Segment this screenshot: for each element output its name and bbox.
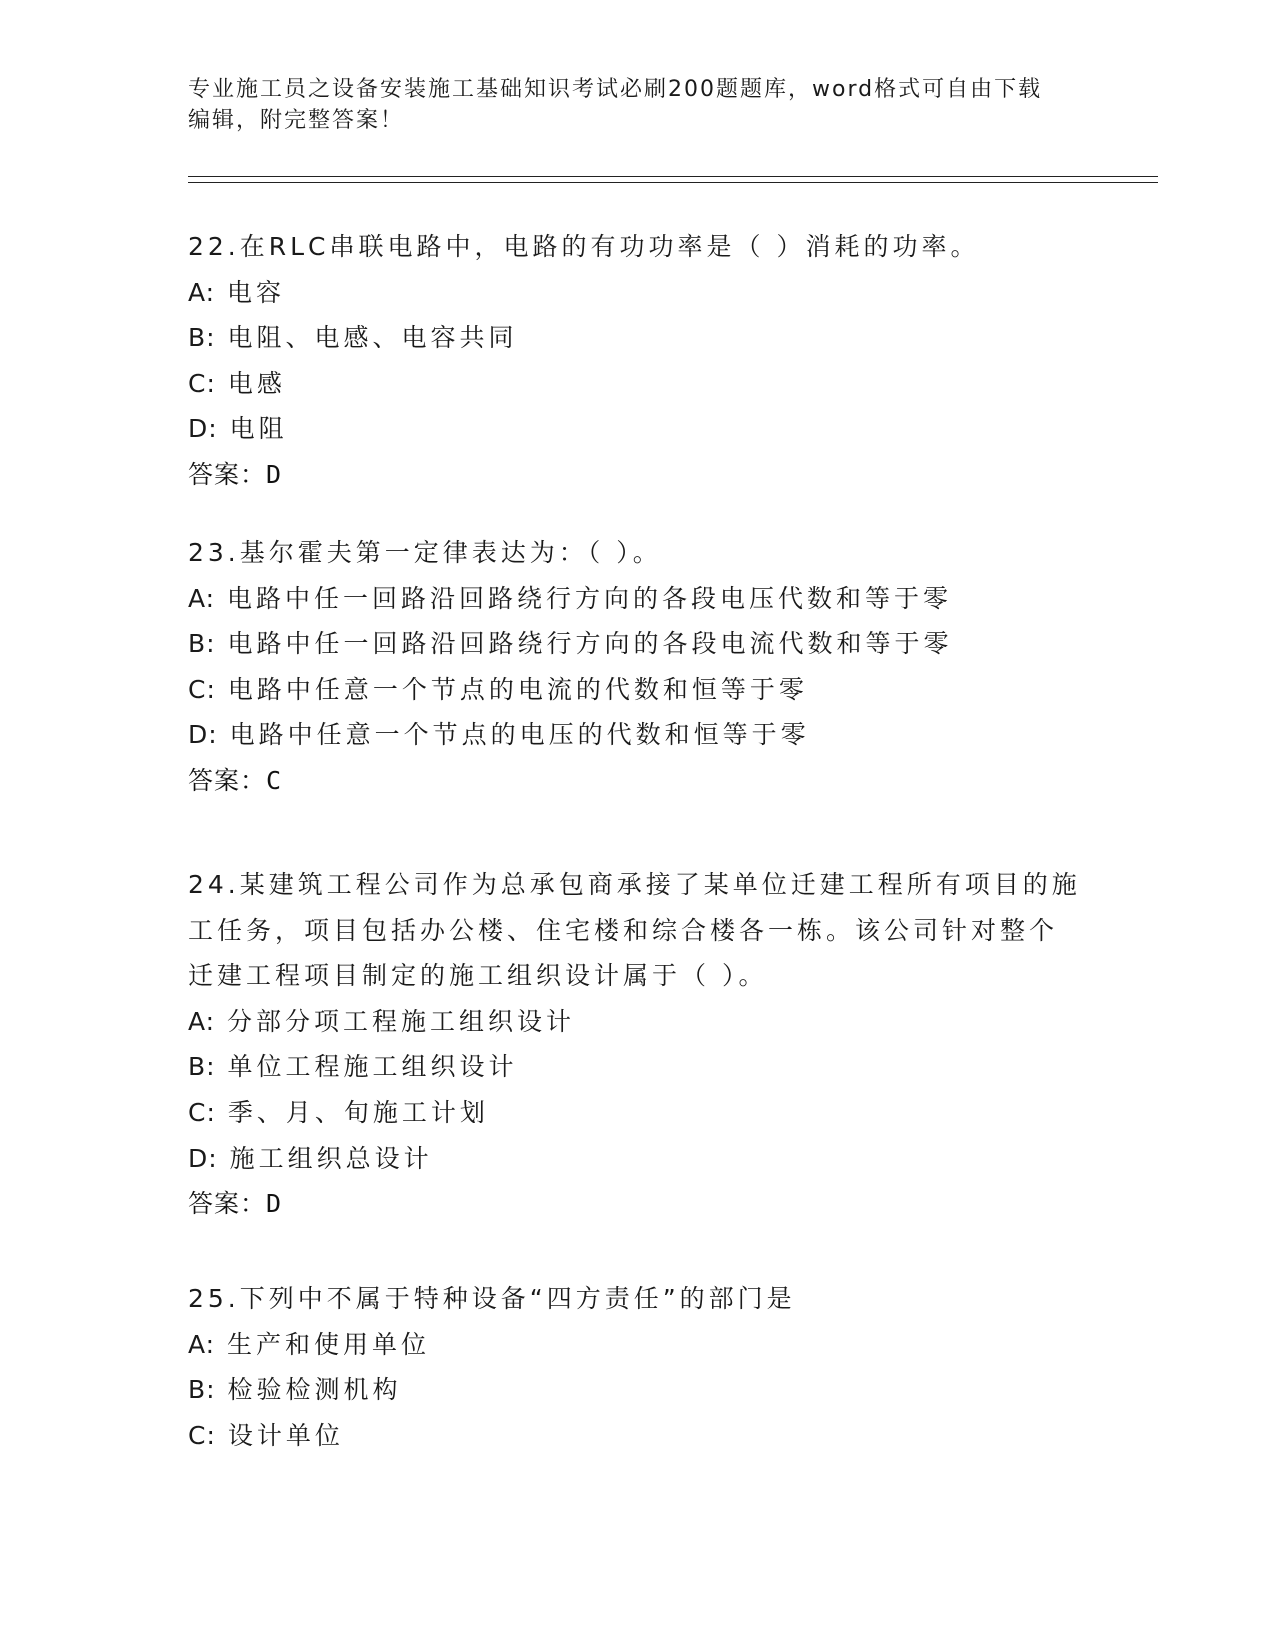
- option-label: A:: [188, 1006, 216, 1036]
- option-text: 施工组织总设计: [229, 1143, 433, 1173]
- question-stem: 22.在RLC串联电路中，电路的有功功率是（ ）消耗的功率。: [188, 232, 980, 261]
- option-text: 设计单位: [227, 1420, 344, 1450]
- option-text: 电路中任意一个节点的电压的代数和恒等于零: [229, 720, 810, 750]
- answer-value: C: [266, 765, 283, 795]
- question-stem: 23.基尔霍夫第一定律表达为：（ ）。: [188, 538, 662, 567]
- option-text: 电容: [227, 277, 286, 307]
- question-24: [188, 862, 1088, 1227]
- option-label: B:: [188, 323, 216, 353]
- option-c: [188, 667, 1088, 713]
- option-label: C:: [188, 674, 216, 704]
- option-text: 单位工程施工组织设计: [227, 1052, 518, 1082]
- answer-line: [188, 758, 1088, 804]
- header-title-line-2: 编辑，附完整答案！: [188, 108, 405, 133]
- option-text: 电路中任意一个节点的电流的代数和恒等于零: [227, 674, 808, 704]
- option-text: 电阻、电感、电容共同: [227, 323, 518, 353]
- option-label: B:: [188, 1052, 216, 1082]
- option-text: 分部分项工程施工组织设计: [227, 1006, 576, 1036]
- option-label: D:: [188, 414, 218, 444]
- option-label: A:: [188, 583, 216, 613]
- question-stem-line-3: 迁建工程项目制定的施工组织设计属于（ ）。: [188, 961, 768, 991]
- option-b: [188, 315, 1088, 361]
- answer-label: 答案：: [188, 1189, 267, 1219]
- answer-label: 答案：: [188, 459, 267, 489]
- option-text: 生产和使用单位: [227, 1329, 431, 1359]
- header-divider-bottom: [188, 182, 1158, 183]
- answer-value: D: [266, 1189, 283, 1219]
- option-a: [188, 1322, 1088, 1368]
- option-c: [188, 1413, 1088, 1459]
- question-23: [188, 530, 1088, 804]
- question-22: [188, 224, 1088, 498]
- answer-line: [188, 1181, 1088, 1227]
- option-b: [188, 1367, 1088, 1413]
- option-d: [188, 1136, 1088, 1182]
- option-c: [188, 361, 1088, 407]
- option-text: 电感: [227, 368, 286, 398]
- option-label: C:: [188, 1097, 216, 1127]
- option-label: B:: [188, 1375, 216, 1405]
- answer-line: [188, 452, 1088, 498]
- option-d: [188, 406, 1088, 452]
- question-stem-line-2: 工任务，项目包括办公楼、住宅楼和综合楼各一栋。该公司针对整个: [188, 915, 1059, 945]
- option-a: [188, 576, 1088, 622]
- option-label: C:: [188, 1420, 216, 1450]
- header-title-line-1: 专业施工员之设备安装施工基础知识考试必刷200题题库，word格式可自由下载: [188, 77, 1043, 102]
- option-b: [188, 1044, 1088, 1090]
- option-label: C:: [188, 368, 216, 398]
- option-text: 电路中任一回路沿回路绕行方向的各段电流代数和等于零: [227, 629, 953, 659]
- option-label: D:: [188, 1143, 218, 1173]
- question-stem: 25.下列中不属于特种设备“四方责任”的部门是: [188, 1284, 796, 1313]
- question-25: [188, 1276, 1088, 1458]
- option-text: 电阻: [229, 414, 288, 444]
- option-text: 电路中任一回路沿回路绕行方向的各段电压代数和等于零: [227, 583, 953, 613]
- header-divider-top: [188, 176, 1158, 177]
- answer-value: D: [266, 459, 283, 489]
- option-label: D:: [188, 720, 218, 750]
- option-a: [188, 270, 1088, 316]
- document-header: [188, 74, 1088, 136]
- option-label: B:: [188, 629, 216, 659]
- option-text: 检验检测机构: [227, 1375, 402, 1405]
- option-d: [188, 712, 1088, 758]
- answer-label: 答案：: [188, 765, 267, 795]
- option-label: A:: [188, 277, 216, 307]
- question-stem-line-1: 24.某建筑工程公司作为总承包商承接了某单位迁建工程所有项目的施: [188, 870, 1081, 899]
- option-a: [188, 999, 1088, 1045]
- option-text: 季、月、旬施工计划: [227, 1097, 489, 1127]
- option-c: [188, 1090, 1088, 1136]
- option-label: A:: [188, 1329, 216, 1359]
- option-b: [188, 621, 1088, 667]
